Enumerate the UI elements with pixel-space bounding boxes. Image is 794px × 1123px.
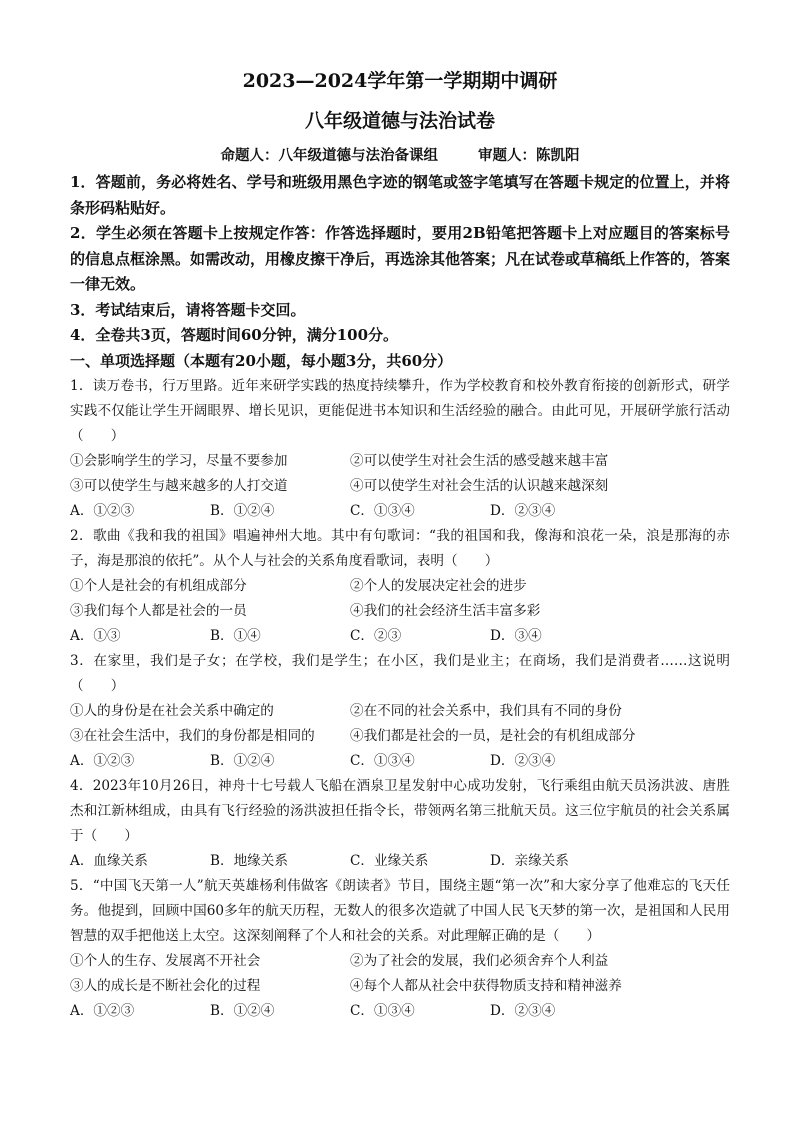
exam-instructions [70, 170, 730, 349]
statement: ①个人是社会的有机组成部分 [70, 578, 247, 594]
statement: ③人的成长是不断社会化的过程 [70, 978, 261, 994]
question-1 [70, 374, 730, 524]
question-2 [70, 524, 730, 649]
choice-c: C．①③④ [350, 503, 415, 519]
statement-row [70, 449, 730, 474]
statement: ②为了社会的发展，我们必须舍弃个人利益 [350, 953, 609, 969]
instruction-item: 3．考试结束后，请将答题卡交回。 [70, 300, 306, 319]
statement: ②在不同的社会关系中，我们具有不同的身份 [350, 703, 622, 719]
exam-title: 2023—2024学年第一学期期中调研 [242, 70, 558, 92]
choice-b: B．①②④ [210, 753, 275, 769]
statement: ④我们的社会经济生活丰富多彩 [350, 603, 541, 619]
statement: ④可以使学生对社会生活的认识越来越深刻 [350, 478, 609, 494]
question-stem: 1．读万卷书，行万里路。近年来研学实践的热度持续攀升，作为学校教育和校外教育衔接的创新形式，研学实践不仅能让学生开阔眼界、增长见识，更能促进书本知识和生活经验的融合。由此可见，开展研学旅行活动（ ） [70, 378, 730, 444]
section-heading: 一、单项选择题（本题有20小题，每小题3分，共60分） [70, 351, 453, 370]
instruction-item: 1．答题前，务必将姓名、学号和班级用黑色字迹的钢笔或签字笔填写在答题卡规定的位置上，并将条形码粘贴好。 [70, 173, 730, 217]
statement-row [70, 474, 730, 499]
exam-subtitle: 八年级道德与法治试卷 [304, 110, 495, 132]
choice-a: A．①②③ [70, 753, 135, 769]
statement: ③我们每个人都是社会的一员 [70, 603, 247, 619]
choice-row [70, 624, 730, 649]
statement-row [70, 699, 730, 724]
reviewer-label: 审题人：陈凯阳 [478, 147, 580, 164]
statement-row [70, 574, 730, 599]
choice-a: A．①②③ [70, 1003, 135, 1019]
question-stem: 4．2023年10月26日，神舟十七号载人飞船在酒泉卫星发射中心成功发射，飞行乘组由航天员汤洪波、唐胜杰和江新林组成，由具有飞行经验的汤洪波担任指令长，带领两名第三批航天员。这三位宇航员的社会关系属于（ ） [70, 778, 730, 844]
choice-row [70, 999, 730, 1024]
statement: ③可以使学生与越来越多的人打交道 [70, 478, 288, 494]
question-stem: 2．歌曲《我和我的祖国》唱遍神州大地。其中有句歌词：“我的祖国和我，像海和浪花一朵，浪是那海的赤子，海是那浪的依托”。从个人与社会的关系角度看歌词，表明（ ） [70, 528, 730, 569]
author-line [70, 146, 730, 166]
choice-a: A．血缘关系 [70, 853, 148, 869]
choice-d: D．②③④ [490, 753, 556, 769]
exam-page [70, 70, 730, 1024]
statement: ①个人的生存、发展离不开社会 [70, 953, 261, 969]
choice-d: D．②③④ [490, 1003, 556, 1019]
statement-row [70, 724, 730, 749]
question-3 [70, 649, 730, 774]
statement: ②个人的发展决定社会的进步 [350, 578, 527, 594]
choice-b: B．①④ [210, 628, 261, 644]
choice-d: D．②③④ [490, 503, 556, 519]
choice-b: B．地缘关系 [210, 853, 288, 869]
choice-row [70, 499, 730, 524]
question-4 [70, 774, 730, 874]
choice-a: A．①③ [70, 628, 121, 644]
statement-row [70, 949, 730, 974]
choice-row [70, 749, 730, 774]
choice-c: C．业缘关系 [350, 853, 429, 869]
choice-b: B．①②④ [210, 1003, 275, 1019]
choice-row [70, 849, 730, 874]
statement: ②可以使学生对社会生活的感受越来越丰富 [350, 453, 609, 469]
instruction-item: 2．学生必须在答题卡上按规定作答：作答选择题时，要用2B铅笔把答题卡上对应题目的答案标号的信息点框涂黑。如需改动，用橡皮擦干净后，再选涂其他答案；凡在试卷或草稿纸上作答的，答案一律无效。 [70, 224, 731, 293]
statement: ①会影响学生的学习，尽量不要参加 [70, 453, 288, 469]
question-5 [70, 874, 730, 1024]
statement-row [70, 974, 730, 999]
statement: ①人的身份是在社会关系中确定的 [70, 703, 274, 719]
statement: ④每个人都从社会中获得物质支持和精神滋养 [350, 978, 622, 994]
choice-b: B．①②④ [210, 503, 275, 519]
instruction-item: 4．全卷共3页，答题时间60分钟，满分100分。 [70, 326, 399, 344]
statement: ④我们都是社会的一员，是社会的有机组成部分 [350, 728, 636, 744]
choice-c: C．①③④ [350, 1003, 415, 1019]
choice-d: D．③④ [490, 628, 542, 644]
choice-c: C．②③ [350, 628, 402, 644]
statement: ③在社会生活中，我们的身份都是相同的 [70, 728, 315, 744]
setter-label: 命题人：八年级道德与法治备课组 [220, 147, 438, 164]
choice-a: A．①②③ [70, 503, 135, 519]
question-stem: 3．在家里，我们是子女；在学校，我们是学生；在小区，我们是业主；在商场，我们是消费者……这说明（ ） [70, 653, 730, 694]
choice-c: C．①③④ [350, 753, 415, 769]
choice-d: D．亲缘关系 [490, 853, 569, 869]
question-stem: 5．“中国飞天第一人”航天英雄杨利伟做客《朗读者》节目，围绕主题“第一次”和大家分享了他难忘的飞天任务。他提到，回顾中国60多年的航天历程，无数人的很多次造就了中国人民飞天梦的第一次，是祖国和人民用智慧的双手把他送上太空。这深刻阐释了个人和社会的关系。对此理解正确的是（ ） [70, 878, 730, 944]
statement-row [70, 599, 730, 624]
